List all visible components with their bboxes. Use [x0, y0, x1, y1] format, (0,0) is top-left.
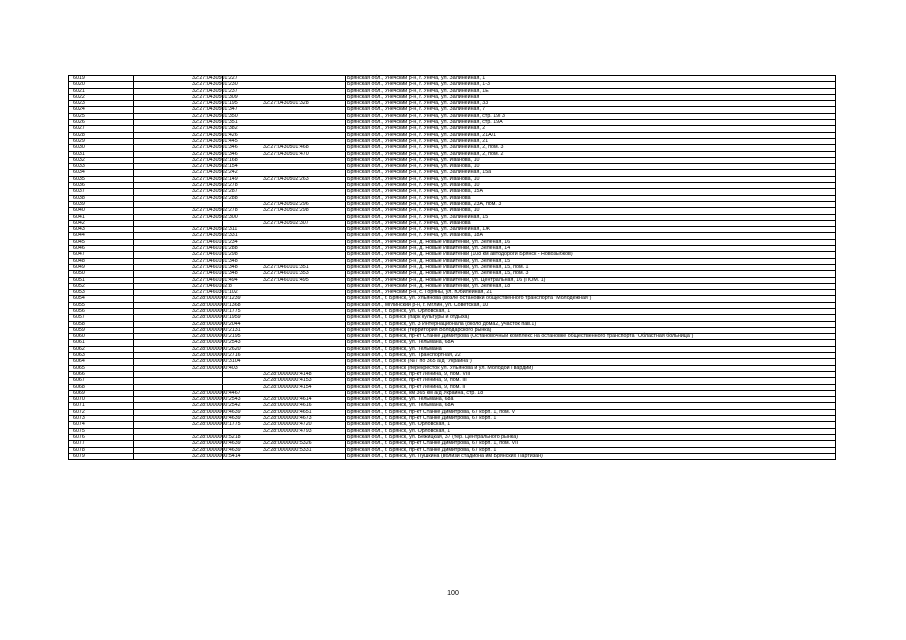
address-cell: Брянская обл., Мглинский р-н, г. Мглин, ул. Советская, 10 [346, 302, 836, 308]
address-cell: Брянская обл., г. Брянск, ул. Тельмана, 68А [346, 403, 836, 409]
row-number-cell: 6067 [69, 378, 134, 384]
address-cell: Брянская обл., г. Брянск, пр-кт Станке Димитрова, 67 корп. 1, пом. VII [346, 441, 836, 447]
address-cell: Брянская обл., Унечский р-н, г. Унеча, ул. Иванова, 15А [346, 189, 836, 195]
parcel-number-cell: 32:27:0430502:278 [134, 208, 223, 214]
address-cell: Брянская обл., Унечский р-н, д. Новые Ивайтенки, ул. Зеленая, 16 [346, 239, 836, 245]
parcel-number-cell: 32:28:0000000:4467 [134, 390, 223, 396]
row-number-cell: 6043 [69, 227, 134, 233]
row-number-cell: 6030 [69, 145, 134, 151]
address-cell: Брянская обл., Унечский р-н, г. Унеча, ул. Иванова, 10 [346, 208, 836, 214]
address-cell: Брянская обл., Унечский р-н, с. Горяны, ул. Юбилейная, 21 [346, 290, 836, 296]
row-number-cell: 6035 [69, 176, 134, 182]
row-number-cell: 6060 [69, 334, 134, 340]
address-cell: Брянская обл., Унечский р-н, г. Унеча, ул. Иванова, 10 [346, 183, 836, 189]
parcel-number-cell: 32:27:0430501:426 [134, 132, 223, 138]
address-cell: Брянская обл., Унечский р-н, д. Новые Ивайтенки, ул. Зеленая, 15, пом. 3 [346, 271, 836, 277]
address-cell: Брянская обл., Унечский р-н, г. Унеча, ул. Залинейная, 2 [346, 126, 836, 132]
address-cell: Брянская обл., г. Брянск, пр-кт Станке Димитрова, 67 корп. 1 [346, 447, 836, 453]
parcel-number-cell: 32:27:0460101:348 [134, 264, 223, 270]
address-cell: Брянская обл., Унечский р-н, д. Новые Ивайтенки (108 км автодороги Брянск - Новозыбков) [346, 252, 836, 258]
row-number-cell: 6054 [69, 296, 134, 302]
parcel-number-cell: 32:28:0000000:4639 [134, 441, 223, 447]
row-number-cell: 6024 [69, 107, 134, 113]
address-cell: Брянская обл., г. Брянск, пр-кт Станке Димитрова, 67 корп. 1 [346, 416, 836, 422]
row-number-cell: 6079 [69, 453, 134, 459]
object-number-cell: 32:28:0000000:4153 [223, 378, 346, 384]
address-cell: Брянская обл., Унечский р-н, д. Новые Ивайтенки, ул. Зеленая, 18 [346, 283, 836, 289]
row-number-cell: 6045 [69, 239, 134, 245]
object-number-cell: 32:27:0430501:328 [223, 101, 346, 107]
address-cell: Брянская обл., г. Брянск, ул. 3 Интернационала (около дома2, участок пав.1) [346, 321, 836, 327]
row-number-cell: 6025 [69, 113, 134, 119]
parcel-number-cell: 32:27:0460301:102 [134, 290, 223, 296]
row-number-cell: 6064 [69, 359, 134, 365]
property-table-body [69, 76, 836, 460]
row-number-cell: 6029 [69, 138, 134, 144]
address-cell: Брянская обл., Унечский р-н, г. Унеча, ул. Залинейная, 21 [346, 138, 836, 144]
row-number-cell: 6032 [69, 157, 134, 163]
object-number-cell: 32:27:0430501:468 [223, 145, 346, 151]
address-cell: Брянская обл., Унечский р-н, г. Унеча, ул. Иванова, 10 [346, 176, 836, 182]
row-number-cell: 6077 [69, 441, 134, 447]
row-number-cell: 6034 [69, 170, 134, 176]
parcel-number-cell: 32:28:0000000:1368 [134, 302, 223, 308]
address-cell: Брянская обл., Унечский р-н, г. Унеча, ул. Залинейная, 15а [346, 170, 836, 176]
address-cell: Брянская обл., Унечский р-н, г. Унеча, ул. Залинейная, 7 [346, 107, 836, 113]
parcel-number-cell: 32:28:0000000:2044 [134, 321, 223, 327]
address-cell: Брянская обл., г. Брянск, ул. Орловская, 1 [346, 428, 836, 434]
parcel-number-cell: 32:27:0430501:195 [134, 101, 223, 107]
parcel-number-cell: 32:27:0430502:154 [134, 164, 223, 170]
parcel-number-cell: 32:28:0000000:2543 [134, 340, 223, 346]
address-cell: Брянская обл., Унечский р-н, г. Унеча, ул. Залинейная, 33 [346, 101, 836, 107]
address-cell: Брянская обл., Унечский р-н, г. Унеча, ул. Залинейная [346, 94, 836, 100]
object-number-cell: 32:27:0460101:351 [223, 264, 346, 270]
address-cell: Брянская обл., Унечский р-н, г. Унеча, ул. Залинейная, 2, пом. 2 [346, 151, 836, 157]
parcel-number-cell: 32:27:0430502:278 [134, 183, 223, 189]
parcel-number-cell: 32:28:0000000:2542 [134, 403, 223, 409]
address-cell: Брянская обл., г. Брянск (№7 по 365 а/д "Украина") [346, 359, 836, 365]
address-cell: Брянская обл., Унечский р-н, г. Унеча, ул. Залинейная, 1-3 [346, 82, 836, 88]
address-cell: Брянская обл., Унечский р-н, г. Унеча, ул. Залинейная, стр. 19А [346, 120, 836, 126]
row-number-cell: 6053 [69, 290, 134, 296]
row-number-cell: 6023 [69, 101, 134, 107]
row-number-cell: 6063 [69, 353, 134, 359]
address-cell: Брянская обл., г. Брянск, ул. Тельмана, 68а [346, 397, 836, 403]
address-cell: Брянская обл., г. Брянск, пр-кт Станке Димитрова, 67 корп. 1, пом. V [346, 409, 836, 415]
address-cell: Брянская обл., Унечский р-н, г. Унеча, ул. Залинейная, 1Е [346, 88, 836, 94]
row-number-cell: 6026 [69, 120, 134, 126]
parcel-number-cell: 32:28:0000000:1775 [134, 422, 223, 428]
row-number-cell: 6078 [69, 447, 134, 453]
address-cell: Брянская обл., г. Брянск, ул. Пушкина (вблизи стадиона им Брянских Партизан) [346, 453, 836, 459]
address-cell: Брянская обл., г. Брянск (парк культуры и отдыха) [346, 315, 836, 321]
address-cell: Брянская обл., Унечский р-н, д. Новые Ивайтенки, ул. Зеленая, 14 [346, 246, 836, 252]
parcel-number-cell: 32:27:0430501:309 [134, 94, 223, 100]
parcel-number-cell: 32:28:0000000:2716 [134, 353, 223, 359]
parcel-number-cell: 32:27:0430501:351 [134, 120, 223, 126]
address-cell: Брянская обл., г. Брянск, пр-кт Ленина, 9, пом. VIII [346, 371, 836, 377]
object-number-cell: 32:27:0460101:495 [223, 277, 346, 283]
object-number-cell: 32:28:0000000:4673 [223, 416, 346, 422]
object-number-cell: 32:27:0430502:298 [223, 208, 346, 214]
parcel-number-cell: 32:27:0430502:288 [134, 195, 223, 201]
row-number-cell: 6041 [69, 214, 134, 220]
address-cell: Брянская обл., г. Брянск, пр-кт Ленина, 9, пом. III [346, 378, 836, 384]
address-cell: Брянская обл., Унечский р-н, г. Унеча, ул. Иванова, 10 [346, 164, 836, 170]
parcel-number-cell: 32:27:0430502:287 [134, 189, 223, 195]
parcel-number-cell: 32:28:0000000:1775 [134, 308, 223, 314]
parcel-number-cell: 32:27:0460101:348 [134, 271, 223, 277]
parcel-number-cell: 32:27:0460101:288 [134, 246, 223, 252]
address-cell: Брянская обл., Унечский р-н, г. Унеча, ул. Залинейная, 1 [346, 76, 836, 82]
row-number-cell: 6049 [69, 264, 134, 270]
row-number-cell: 6070 [69, 397, 134, 403]
address-cell: Брянская обл., Унечский р-н, г. Унеча, ул. Иванова, 18А [346, 233, 836, 239]
parcel-number-cell: 32:27:0430501:346 [134, 151, 223, 157]
row-number-cell: 6052 [69, 283, 134, 289]
parcel-number-cell: 32:27:0430501:230 [134, 82, 223, 88]
parcel-number-cell: 32:28:0000000:2620 [134, 346, 223, 352]
address-cell: Брянская обл., г. Брянск (перекресток ул. Ульянова и ул. Молодой Гвардии) [346, 365, 836, 371]
row-number-cell: 6058 [69, 321, 134, 327]
parcel-number-cell: 32:27:0460101:298 [134, 252, 223, 258]
parcel-number-cell: 32:27:0430502:242 [134, 170, 223, 176]
row-number-cell: 6048 [69, 258, 134, 264]
object-number-cell: 32:27:0430502:263 [223, 176, 346, 182]
address-cell: Брянская обл., Унечский р-н, г. Унеча, ул. Залинейная, 15 [346, 214, 836, 220]
parcel-number-cell: 32:27:0430501:237 [134, 88, 223, 94]
row-number-cell: 6055 [69, 302, 134, 308]
table-row [69, 453, 836, 459]
row-number-cell: 6037 [69, 189, 134, 195]
address-cell: Брянская обл., г. Брянск, ул. Орловская, 1 [346, 308, 836, 314]
parcel-number-cell: 32:27:0460101:494 [134, 277, 223, 283]
row-number-cell: 6047 [69, 252, 134, 258]
address-cell: Брянская обл., г. Брянск, ул. Бежицкая, 37 (тер. Центрального рынка) [346, 434, 836, 440]
address-cell: Брянская обл., г. Брянск, км 365 км а/д Украина, стр. 18 [346, 390, 836, 396]
parcel-number-cell: 32:27:0430502:168 [134, 157, 223, 163]
object-number-cell: 32:27:0430502:307 [223, 220, 346, 226]
object-number-cell: 32:27:0460101:353 [223, 271, 346, 277]
row-number-cell: 6069 [69, 390, 134, 396]
row-number-cell: 6033 [69, 164, 134, 170]
address-cell: Брянская обл., Унечский р-н, г. Унеча, ул. Иванова [346, 220, 836, 226]
object-number-cell: 32:28:0000000:4616 [223, 403, 346, 409]
row-number-cell: 6073 [69, 416, 134, 422]
address-cell: Брянская обл., г. Брянск, ул. Ульянова (возле остановки общественного транспорта "Молодежная") [346, 296, 836, 302]
row-number-cell: 6020 [69, 82, 134, 88]
parcel-number-cell: 32:27:0430501:445 [134, 138, 223, 144]
parcel-number-cell: 32:27:0430502:149 [134, 176, 223, 182]
parcel-number-cell: 32:28:0000000:1239 [134, 296, 223, 302]
object-number-cell: 32:28:0000000:4720 [223, 422, 346, 428]
address-cell: Брянская обл., Унечский р-н, г. Унеча, ул. Залинейная, стр. 19Г3 [346, 113, 836, 119]
row-number-cell: 6038 [69, 195, 134, 201]
row-number-cell: 6056 [69, 308, 134, 314]
row-number-cell: 6022 [69, 94, 134, 100]
row-number-cell: 6046 [69, 246, 134, 252]
row-number-cell: 6036 [69, 183, 134, 189]
object-number-cell: 32:28:0000000:4154 [223, 384, 346, 390]
object-number-cell: 32:27:0430502:296 [223, 201, 346, 207]
row-number-cell: 6019 [69, 76, 134, 82]
row-number-cell: 6027 [69, 126, 134, 132]
row-number-cell: 6074 [69, 422, 134, 428]
row-number-cell: 6044 [69, 233, 134, 239]
address-cell: Брянская обл., г. Брянск, ул. Тельмана [346, 346, 836, 352]
object-number-cell: 32:28:0000000:4148 [223, 371, 346, 377]
object-number-cell: 32:27:0430501:470 [223, 151, 346, 157]
row-number-cell: 6066 [69, 371, 134, 377]
parcel-number-cell: 32:27:0430501:347 [134, 107, 223, 113]
row-number-cell: 6068 [69, 384, 134, 390]
row-number-cell: 6072 [69, 409, 134, 415]
address-cell: Брянская обл., г. Брянск, пр-кт Ленина, 9, пом. II [346, 384, 836, 390]
object-number-cell: 32:28:0000000:5326 [223, 441, 346, 447]
parcel-number-cell: 32:28:0000000:5414 [134, 453, 223, 459]
address-cell: Брянская обл., Унечский р-н, д. Новые Ивайтенки, ул. Зеленая, 15, пом. 1 [346, 264, 836, 270]
parcel-number-cell: 32:27:0460101:234 [134, 239, 223, 245]
parcel-number-cell: 32:28:0000000:2195 [134, 334, 223, 340]
row-number-cell: 6031 [69, 151, 134, 157]
row-number-cell: 6061 [69, 340, 134, 346]
parcel-number-cell: 32:27:0430502:300 [134, 214, 223, 220]
address-cell: Брянская обл., Унечский р-н, г. Унеча, ул. Залинейная, 21А/1 [346, 132, 836, 138]
parcel-number-cell: 32:28:0000000:2543 [134, 397, 223, 403]
parcel-number-cell: 32:27:0430501:346 [134, 145, 223, 151]
row-number-cell: 6062 [69, 346, 134, 352]
parcel-number-cell: 32:27:0430501:227 [134, 76, 223, 82]
object-number-cell: 32:28:0000000:4793 [223, 428, 346, 434]
parcel-number-cell: 32:27:0430501:350 [134, 113, 223, 119]
parcel-number-cell: 32:27:0430501:382 [134, 126, 223, 132]
parcel-number-cell: 32:28:0000000:4639 [134, 416, 223, 422]
row-number-cell: 6071 [69, 403, 134, 409]
row-number-cell: 6051 [69, 277, 134, 283]
row-number-cell: 6040 [69, 208, 134, 214]
address-cell: Брянская обл., Унечский р-н, г. Унеча, ул. Залинейная, 2, пом. 3 [346, 145, 836, 151]
row-number-cell: 6065 [69, 365, 134, 371]
row-number-cell: 6057 [69, 315, 134, 321]
parcel-number-cell: 32:27:0460101:348 [134, 258, 223, 264]
address-cell: Брянская обл., Унечский р-н, д. Новые Ивайтенки, ул. Зеленая, 15 [346, 258, 836, 264]
address-cell: Брянская обл., г. Брянск, ул. Тельмана, 68А [346, 340, 836, 346]
page-number: 100 [447, 590, 459, 597]
parcel-number-cell: 32:28:0000000:4639 [134, 409, 223, 415]
row-number-cell: 6028 [69, 132, 134, 138]
address-cell: Брянская обл., г. Брянск, ул. Транспортная, 22 [346, 353, 836, 359]
address-cell: Брянская обл., Унечский р-н, г. Унеча, ул. Залинейная, 1Ж [346, 227, 836, 233]
object-number-cell: 32:28:0000000:5331 [223, 447, 346, 453]
object-number-cell: 32:28:0000000:4651 [223, 409, 346, 415]
row-number-cell: 6050 [69, 271, 134, 277]
row-number-cell: 6021 [69, 88, 134, 94]
address-cell: Брянская обл., Унечский р-н, г. Унеча, ул. Иванова, 23А, пом. 3 [346, 201, 836, 207]
property-table [68, 75, 836, 460]
row-number-cell: 6059 [69, 327, 134, 333]
parcel-number-cell: 32:27:0460102:8 [134, 283, 223, 289]
parcel-number-cell: 32:28:0000000:3104 [134, 359, 223, 365]
object-number-cell: 32:28:0000000:4614 [223, 397, 346, 403]
parcel-number-cell: 32:27:0430502:331 [134, 233, 223, 239]
address-cell: Брянская обл., Унечский р-н, д. Новые Ивайтенки, ул. Центральная, 16 (ПОМ. 1) [346, 277, 836, 283]
row-number-cell: 6076 [69, 434, 134, 440]
address-cell: Брянская обл., г. Брянск, ул. Орловская, 1 [346, 422, 836, 428]
parcel-number-cell: 32:28:0000000:4639 [134, 447, 223, 453]
address-cell: Брянская обл., Унечский р-н, г. Унеча, ул. Иванова [346, 195, 836, 201]
parcel-number-cell: 32:28:0000000:2131 [134, 327, 223, 333]
address-cell: Брянская обл., Унечский р-н, г. Унеча, ул. Иванова, 10 [346, 157, 836, 163]
parcel-number-cell: 32:28:0000000:5218 [134, 434, 223, 440]
row-number-cell: 6039 [69, 201, 134, 207]
address-cell: Брянская обл., г. Брянск, пр-кт Станке Димитрова (Остановочный комплекс на остановке общественного транспорта "Областная больница") [346, 334, 836, 340]
address-cell: Брянская обл., г. Брянск (территория Володарского рынка) [346, 327, 836, 333]
row-number-cell: 6042 [69, 220, 134, 226]
parcel-number-cell: 32:28:0000000:1959 [134, 315, 223, 321]
row-number-cell: 6075 [69, 428, 134, 434]
parcel-number-cell: 32:28:0000000:403 [134, 365, 223, 371]
parcel-number-cell: 32:27:0430502:311 [134, 227, 223, 233]
